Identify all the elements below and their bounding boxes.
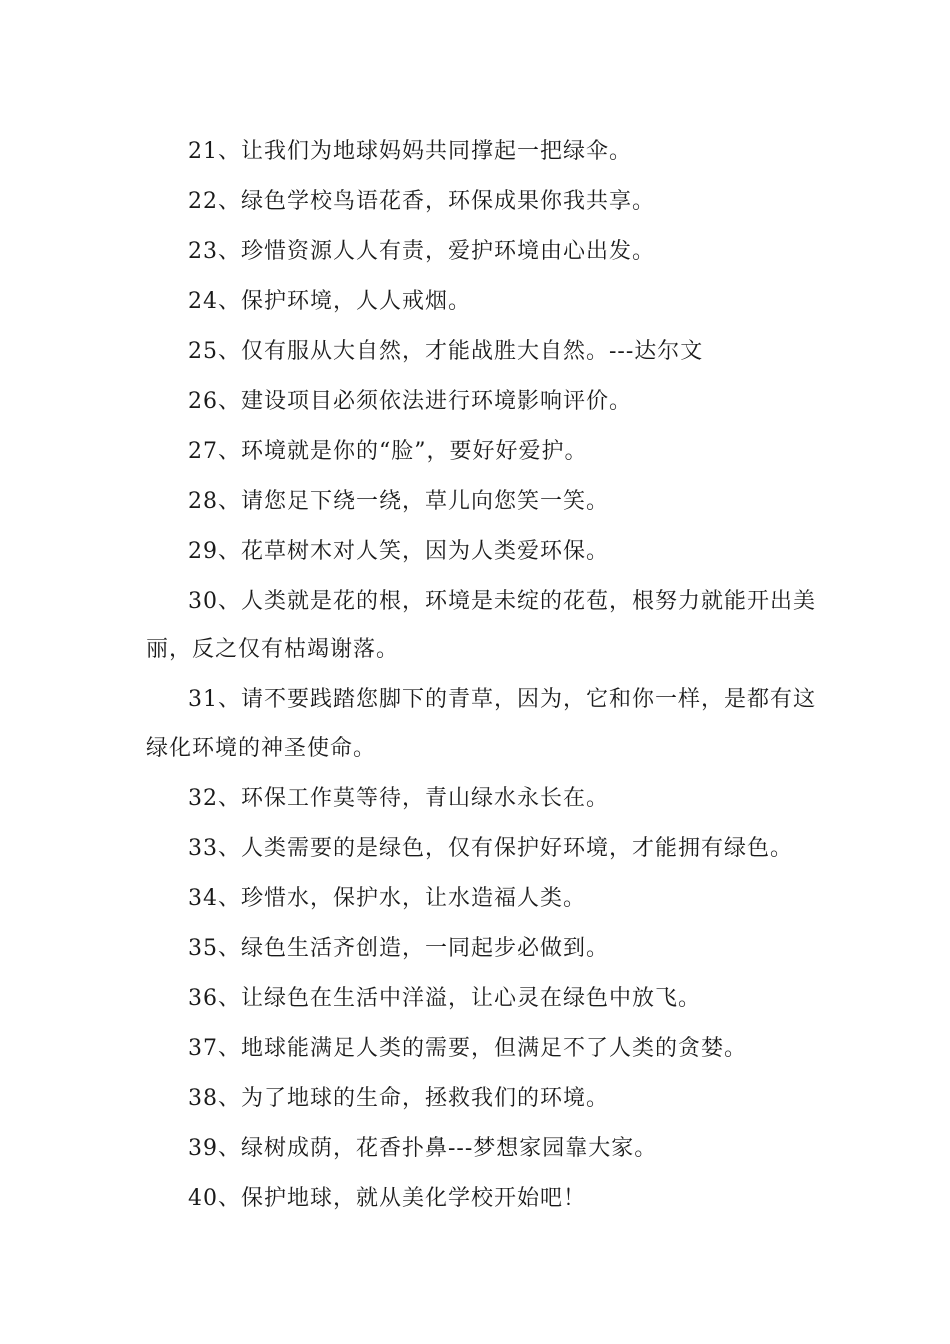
slogan-21: 21、让我们为地球妈妈共同撑起一把绿伞。 [188,139,632,164]
slogan-33: 33、人类需要的是绿色，仅有保护好环境，才能拥有绿色。 [188,836,793,861]
slogan-31-continuation: 绿化环境的神圣使命。 [146,736,377,761]
slogan-38: 38、为了地球的生命，拯救我们的环境。 [188,1086,609,1111]
slogan-26: 26、建设项目必须依法进行环境影响评价。 [188,389,632,414]
slogan-34: 34、珍惜水，保护水，让水造福人类。 [188,886,586,911]
slogan-22: 22、绿色学校鸟语花香，环保成果你我共享。 [188,189,655,214]
slogan-37: 37、地球能满足人类的需要，但满足不了人类的贪婪。 [188,1036,747,1061]
slogan-30: 30、人类就是花的根，环境是未绽的花苞，根努力就能开出美 [188,589,816,614]
slogan-30-continuation: 丽，反之仅有枯竭谢落。 [146,637,400,662]
slogan-24: 24、保护环境，人人戒烟。 [188,289,471,314]
slogan-32: 32、环保工作莫等待，青山绿水永长在。 [188,786,609,811]
slogan-28: 28、请您足下绕一绕，草儿向您笑一笑。 [188,489,609,514]
slogan-27: 27、环境就是你的“脸”，要好好爱护。 [188,439,588,464]
slogan-23: 23、珍惜资源人人有责，爱护环境由心出发。 [188,239,655,264]
slogan-40: 40、保护地球，就从美化学校开始吧！ [188,1186,586,1211]
slogan-35: 35、绿色生活齐创造，一同起步必做到。 [188,936,609,961]
slogan-39: 39、绿树成荫，花香扑鼻---梦想家园靠大家。 [188,1136,658,1161]
slogan-31: 31、请不要践踏您脚下的青草，因为，它和你一样，是都有这 [188,687,816,712]
slogan-25: 25、仅有服从大自然，才能战胜大自然。---达尔文 [188,339,704,364]
slogan-29: 29、花草树木对人笑，因为人类爱环保。 [188,539,609,564]
slogan-36: 36、让绿色在生活中洋溢，让心灵在绿色中放飞。 [188,986,701,1011]
